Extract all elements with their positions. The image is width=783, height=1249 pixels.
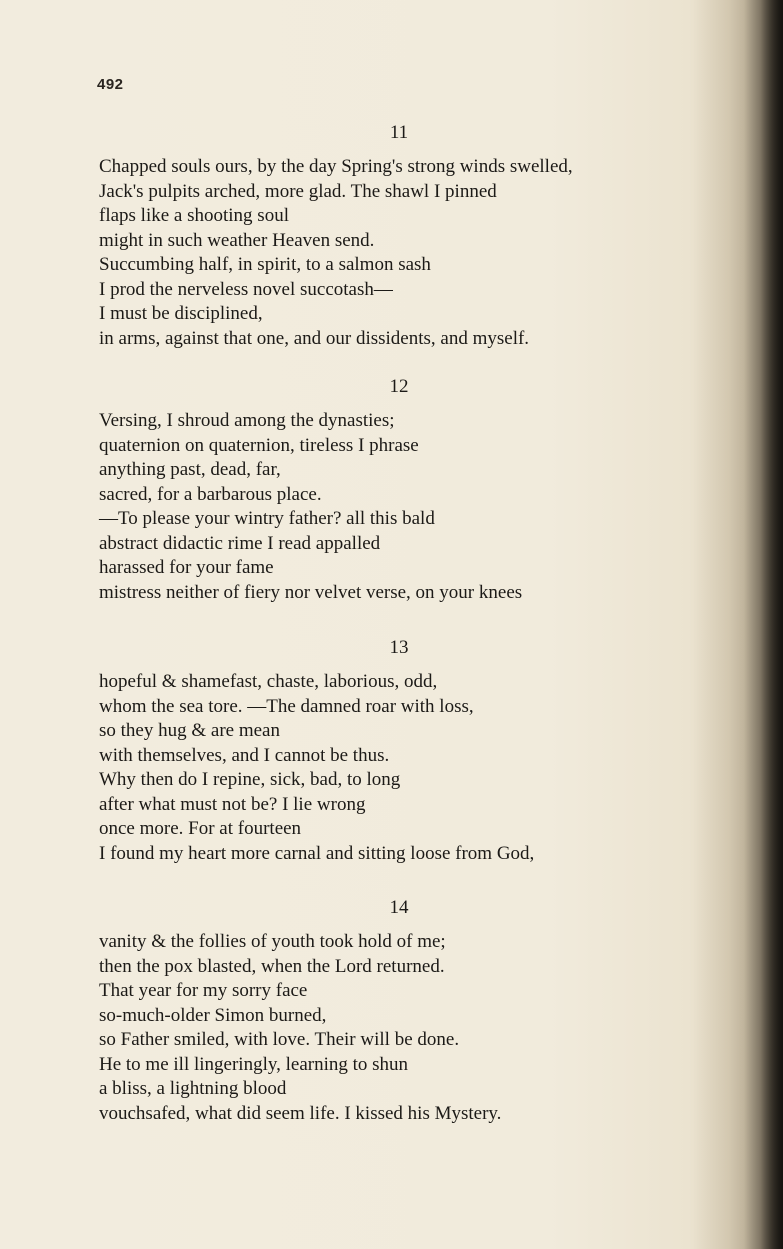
poem-line: a bliss, a lightning blood xyxy=(99,1078,287,1099)
poem-line: mistress neither of fiery nor velvet verse, on your knees xyxy=(99,581,523,603)
stanza-number: 12 xyxy=(389,376,409,397)
page-number: 492 xyxy=(97,76,124,93)
stanza-lines xyxy=(99,155,573,351)
poem-line: so Father smiled, with love. Their will be done. xyxy=(99,1029,460,1050)
poem-line: once more. For at fourteen xyxy=(99,818,302,839)
poem-line: after what must not be? I lie wrong xyxy=(99,793,366,815)
poem-line: so-much-older Simon burned, xyxy=(99,1004,327,1026)
poem-line: He to me ill lingeringly, learning to shun xyxy=(99,1053,409,1075)
poem-line: sacred, for a barbarous place. xyxy=(99,483,322,505)
stanza-lines xyxy=(99,930,501,1126)
poem-line: so they hug & are mean xyxy=(99,720,280,741)
poem-line: Why then do I repine, sick, bad, to long xyxy=(99,769,401,790)
poem-line: I found my heart more carnal and sitting loose from God, xyxy=(99,842,535,864)
page-gutter-shadow xyxy=(693,0,783,1249)
poem-line: vouchsafed, what did seem life. I kissed his Mystery. xyxy=(99,1102,502,1124)
stanza-lines xyxy=(99,409,522,605)
stanza-number: 13 xyxy=(389,637,409,658)
poem-line: whom the sea tore. —The damned roar with loss, xyxy=(99,695,474,717)
stanza-number: 11 xyxy=(389,122,409,143)
poem-line: flaps like a shooting soul xyxy=(99,205,289,226)
poem-line: vanity & the follies of youth took hold of me; xyxy=(99,931,446,952)
poem-line: Versing, I shroud among the dynasties; xyxy=(99,410,395,431)
poem-line: anything past, dead, far, xyxy=(99,459,281,480)
poem-line: I prod the nerveless novel succotash— xyxy=(99,278,393,300)
stanza-number: 14 xyxy=(389,897,409,918)
poem-line: hopeful & shamefast, chaste, laborious, odd, xyxy=(99,671,438,692)
poem-line: Jack's pulpits arched, more glad. The shawl I pinned xyxy=(99,180,497,202)
poem-line: Succumbing half, in spirit, to a salmon sash xyxy=(99,254,431,275)
poem-line: harassed for your fame xyxy=(99,557,274,578)
poem-line: then the pox blasted, when the Lord returned. xyxy=(99,955,445,977)
poem-line: might in such weather Heaven send. xyxy=(99,229,375,251)
poem-line: in arms, against that one, and our dissidents, and myself. xyxy=(99,327,530,349)
poem-line: I must be disciplined, xyxy=(99,303,263,324)
poem-line: —To please your wintry father? all this bald xyxy=(99,508,435,529)
poem-line: abstract didactic rime I read appalled xyxy=(99,532,381,554)
stanza-lines xyxy=(99,670,534,866)
poem-line: Chapped souls ours, by the day Spring's strong winds swelled, xyxy=(99,156,573,177)
poem-line: quaternion on quaternion, tireless I phrase xyxy=(99,434,419,456)
poem-line: with themselves, and I cannot be thus. xyxy=(99,744,390,766)
poem-line: That year for my sorry face xyxy=(99,980,308,1001)
